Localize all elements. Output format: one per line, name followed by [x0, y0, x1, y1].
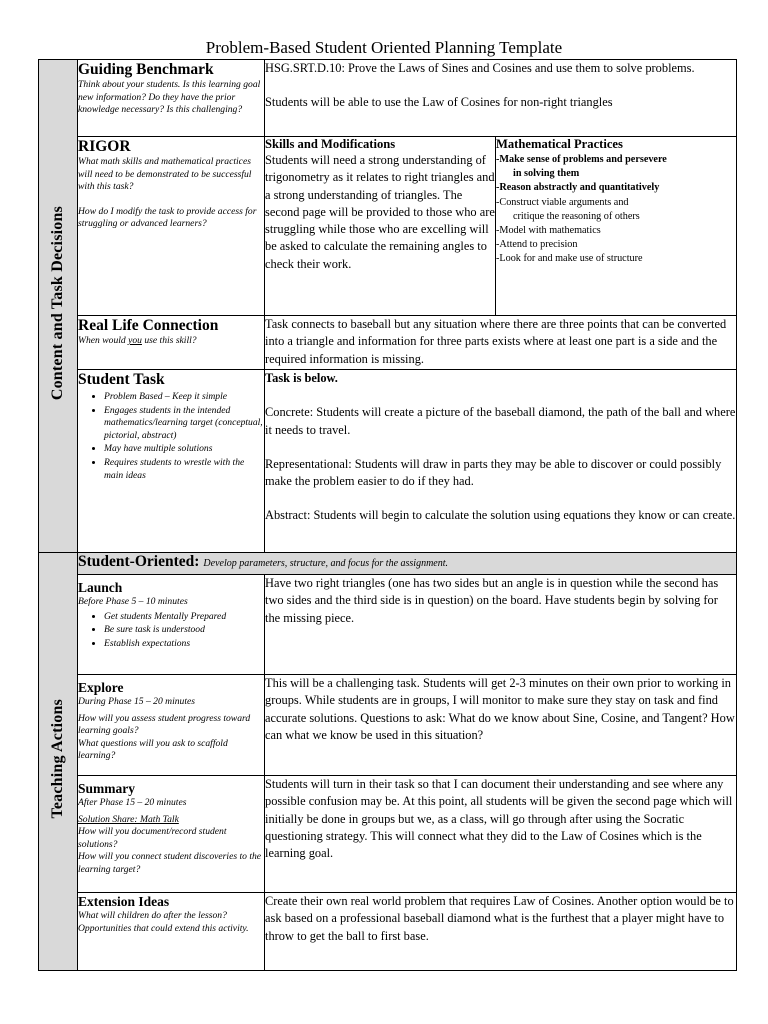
student-oriented-band: [78, 553, 737, 575]
skills-heading: Skills and Modifications: [265, 137, 396, 151]
summary-share: Solution Share: Math Talk: [78, 813, 179, 825]
launch-heading: Launch: [78, 580, 123, 595]
summary-cell: [78, 776, 265, 893]
benchmark-heading: Guiding Benchmark: [78, 61, 214, 78]
explore-timing: During Phase 15 – 20 minutes: [78, 696, 195, 707]
task-concrete: Concrete: Students will create a picture of the baseball diamond, the path of the ball and where it needs to travel.: [265, 405, 736, 437]
benchmark-content: [265, 60, 737, 137]
launch-cell: [78, 575, 265, 675]
student-task-content: [265, 370, 737, 553]
teaching-actions-section-label: Teaching Actions: [39, 553, 78, 971]
practice-item: in solving them: [513, 168, 580, 180]
explore-row: [39, 675, 737, 776]
math-practices-cell: [496, 137, 737, 316]
student-task-row: [39, 370, 737, 553]
extension-cell: [78, 893, 265, 971]
extension-content: Create their own real world problem that requires Law of Cosines. Another option would be to ask based on a professional baseball diamond what is the furthest that a player might have to throw to get the ball to first base.: [265, 893, 737, 971]
practice-item: -Construct viable arguments and: [496, 196, 629, 208]
summary-timing: After Phase 15 – 20 minutes: [78, 797, 187, 808]
content-decisions-section-label: Content and Task Decisions: [39, 60, 78, 553]
launch-timing: Before Phase 5 – 10 minutes: [78, 596, 188, 607]
summary-prompt-document: How will you document/record student solutions?: [78, 826, 227, 850]
student-task-cell: [78, 370, 265, 553]
student-oriented-heading: Student-Oriented:: [78, 553, 200, 570]
criteria-item: • Problem Based – Keep it simple: [104, 390, 264, 404]
extension-prompt: What will children do after the lesson? Opportunities that could extend this activity.: [78, 910, 249, 934]
rigor-prompt-skills: What math skills and mathematical practices will need to be demonstrated to be successful with this task?: [78, 156, 252, 193]
real-life-row: [39, 316, 737, 370]
summary-heading: Summary: [78, 781, 135, 796]
benchmark-cell: [78, 60, 265, 137]
document-title: Problem-Based Student Oriented Planning Template: [205, 38, 563, 57]
criteria-item: • May have multiple solutions: [104, 442, 264, 456]
task-label: Task is below.: [265, 371, 338, 385]
benchmark-row: [39, 60, 737, 137]
task-abstract: Abstract: Students will begin to calculate the solution using equations they know or can create.: [265, 508, 736, 523]
benchmark-prompt: Think about your students. Is this learning goal new information? Do they have the prior knowledge necessary? Is this challenging?: [78, 79, 261, 116]
explore-cell: [78, 675, 265, 776]
launch-bullet: • Be sure task is understood: [104, 623, 264, 637]
planning-template-table: [38, 59, 737, 971]
practice-item: -Look for and make use of structure: [496, 253, 643, 265]
launch-content: Have two right triangles (one has two sides but an angle is in question while the second has two sides and the third side is in question) on the board. Have students begin by solving for the missing piece.: [265, 575, 737, 675]
explore-content: This will be a challenging task. Students will get 2-3 minutes on their own prior to working in groups. While students are in groups, I will monitor to make sure they stay on task and find accurate solutions. Questions to ask: What do we know about Sine, Cosine, and Tangent? How can what we know be used in this situation?: [265, 675, 737, 776]
task-representational: Representational: Students will draw in parts they may be able to discover or could possibly make the problem easier to do if they had.: [265, 456, 722, 489]
launch-bullet: • Get students Mentally Prepared: [104, 610, 264, 624]
student-oriented-subtitle: Develop parameters, structure, and focus for the assignment.: [203, 558, 449, 569]
student-task-heading: Student Task: [78, 371, 165, 388]
criteria-item: • Requires students to wrestle with the main ideas: [104, 456, 264, 482]
launch-bullets: [78, 610, 264, 651]
real-life-cell: [78, 316, 265, 370]
rigor-prompt-modify: How do I modify the task to provide access for struggling or advanced learners?: [78, 205, 257, 230]
explore-heading: Explore: [78, 680, 124, 695]
explore-prompt-assess: How will you assess student progress toward learning goals?: [78, 712, 251, 737]
criteria-item: • Engages students in the intended mathematics/learning target (conceptual, pictorial, abstract): [104, 404, 264, 443]
practices-heading: Mathematical Practices: [496, 137, 623, 151]
extension-row: [39, 893, 737, 971]
benchmark-objective: Students will be able to use the Law of Cosines for non-right triangles: [265, 95, 613, 110]
extension-heading: Extension Ideas: [78, 894, 170, 909]
rigor-cell: [78, 137, 265, 316]
summary-prompt-connect: How will you connect student discoveries to the learning target?: [78, 851, 262, 875]
skills-text: Students will need a strong understanding of trigonometry as it relates to right triangles and a strong understanding of triangles. The second page will be provided to those who are struggling while those who are excelling will be asked to calculate the remaining angles to check their work.: [265, 153, 495, 271]
summary-content: Students will turn in their task so that I can document their understanding and see where any possible confusion may be. At this point, all students will be given the second page which will initially be done in groups but we, as a class, will go through after using the Socratic questioning strategy. This will connect what they did to the Law of Cosines which is the learning goal.: [265, 776, 737, 893]
launch-row: [39, 575, 737, 675]
launch-bullet: • Establish expectations: [104, 637, 264, 651]
practice-item: -Attend to precision: [496, 239, 578, 251]
practice-item: -Make sense of problems and persevere: [496, 154, 667, 165]
skills-modifications-cell: [265, 137, 496, 316]
summary-row: [39, 776, 737, 893]
real-life-content: Task connects to baseball but any situation where there are three points that can be converted into a triangle and information for three parts exists where at least one part is a side and the required information is missing.: [265, 316, 737, 370]
real-life-prompt: When would you use this skill?: [78, 335, 197, 346]
explore-prompt-questions: What questions will you ask to scaffold learning?: [78, 737, 228, 762]
real-life-heading: Real Life Connection: [78, 317, 219, 334]
rigor-row: [39, 137, 737, 316]
practices-list: [496, 153, 736, 267]
practice-item: -Model with mathematics: [496, 225, 601, 237]
practice-item: critique the reasoning of others: [513, 210, 640, 222]
student-oriented-row: [39, 553, 737, 575]
practice-item: -Reason abstractly and quantitatively: [496, 182, 660, 194]
rigor-heading: RIGOR: [78, 138, 131, 155]
student-task-criteria: [78, 390, 264, 482]
benchmark-standard: HSG.SRT.D.10: Prove the Laws of Sines and Cosines and use them to solve problems.: [265, 61, 695, 75]
